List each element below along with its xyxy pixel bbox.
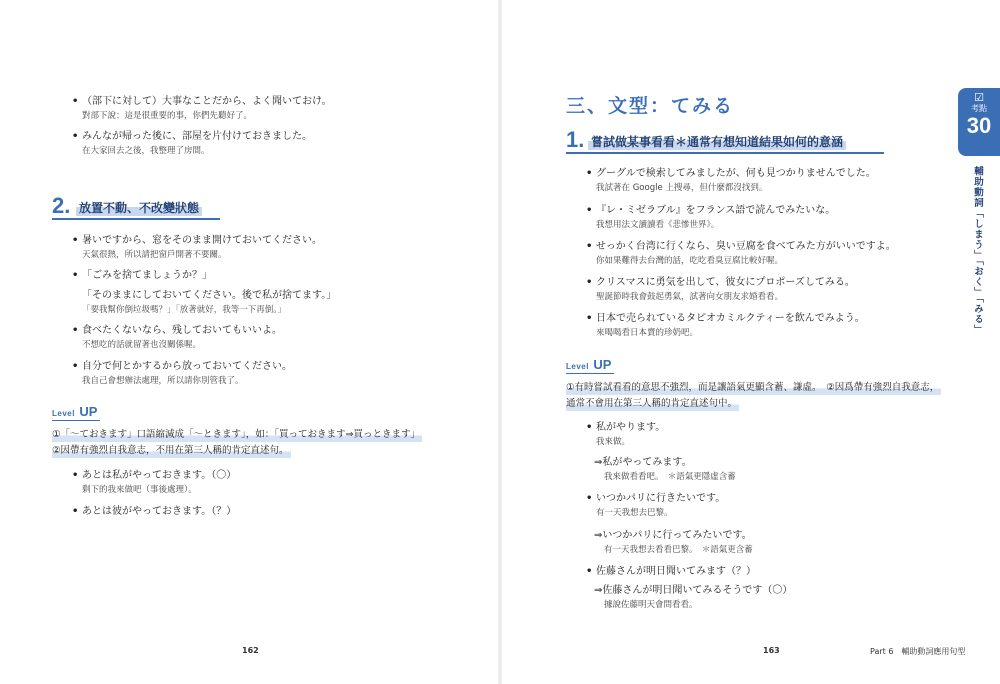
section-number: 1.: [566, 127, 585, 152]
bullet-icon: •: [72, 131, 79, 142]
right-lv-example-2-arrow-translation: 有一天我想去看看巴黎。 ＊語氣更含蓄: [604, 545, 753, 555]
left-lv-example-2: • あとは彼がやっておきます。（？）: [72, 506, 237, 517]
bullet-icon: •: [586, 168, 593, 179]
level-up-note-1: ①「～ておきます」口語縮減成「～ときます」，如：「買っておきます⇒買っときます」: [52, 429, 420, 440]
left-item-2: • みんなが帰った後に、部屋を片付けておきました。: [72, 131, 312, 142]
section-number: 2.: [52, 193, 71, 218]
left-s2-item-1: • 暑いですから、窓をそのまま開けておいてください。: [72, 235, 322, 246]
bullet-icon: •: [586, 205, 593, 216]
bullet-icon: •: [72, 270, 79, 281]
left-s2-item-4: • 自分で何とかするから放っておいてください。: [72, 361, 292, 372]
right-lv-example-1-translation: 我來做。: [596, 437, 631, 447]
right-lv-example-2-arrow: ⇒いつかパリに行ってみたいです。: [594, 530, 752, 541]
tab-number: 30: [966, 113, 992, 138]
level-up-note-2: ②因帶有強烈自我意志，不用在第三人稱的肯定直述句。: [52, 445, 289, 456]
left-s2-item-2-line2: 「そのままにしておいてください。後で私が捨てます。」: [82, 290, 337, 301]
right-lv-example-1-arrow: ⇒私がやってみます。: [594, 457, 692, 468]
left-item-1: • （部下に対して）大事なことだから、よく聞いておけ。: [72, 96, 332, 107]
right-page: [500, 0, 1000, 684]
page-number-left: 162: [242, 646, 259, 655]
right-s1-item-3: • せっかく台湾に行くなら、臭い豆腐を食べてみた方がいいですよ。: [586, 241, 896, 252]
left-item-2-translation: 在大家回去之後，我整理了房間。: [82, 146, 210, 156]
side-vertical-title: 輔助動詞「しまう」「おく」「みる」: [972, 166, 983, 335]
bullet-icon: •: [586, 241, 593, 252]
right-s1-item-2-translation: 我想用法文讀讀看《悲慘世界》。: [596, 220, 720, 230]
right-lv-example-3-arrow-translation: 據說佐藤明天會問看看。: [604, 600, 698, 610]
chapter-tab: [958, 88, 1000, 156]
right-s1-item-4: • クリスマスに勇気を出して、彼女にプロポーズしてみる。: [586, 277, 855, 288]
bullet-icon: •: [72, 325, 79, 336]
right-s1-item-3-translation: 你如果難得去台灣的話，吃吃看臭豆腐比較好喔。: [596, 256, 784, 266]
right-lv-example-3: • 佐藤さんが明日聞いてみます（？）: [586, 566, 756, 577]
right-lv-example-1: • 私がやります。: [586, 422, 666, 433]
bullet-icon: •: [72, 361, 79, 372]
right-s1-item-4-translation: 聖誕節時我會鼓起勇氣，試著向女朋友求婚看看。: [596, 292, 784, 302]
bullet-icon: •: [72, 470, 79, 481]
bullet-icon: •: [586, 422, 593, 433]
chapter-heading: 三、文型：てみる: [566, 95, 735, 117]
level-up-note-2: 通常不會用在第三人稱的肯定直述句中。: [566, 398, 738, 409]
right-s1-item-1-translation: 我試著在 Google 上搜尋，但什麼都沒找到。: [596, 183, 768, 193]
page-number-right: 163: [763, 646, 780, 655]
right-lv-example-1-arrow-translation: 我來做看看吧。 ＊語氣更隱虛含蓄: [604, 472, 736, 482]
level-up-badge: Level UP: [566, 357, 612, 372]
bullet-icon: •: [72, 96, 79, 107]
tab-label: 考點: [971, 104, 987, 113]
left-lv-example-1: • あとは私がやっておきます。（〇）: [72, 470, 237, 481]
left-s2-item-3: • 食べたくないなら、残しておいてもいいよ。: [72, 325, 282, 336]
level-up-note-1: ①有時嘗試看看的意思不強烈，而是讓語氣更顯含蓄、謙虛。 ②因爲帶有強烈自我意志，: [566, 382, 940, 393]
bullet-icon: •: [72, 506, 79, 517]
bullet-icon: •: [586, 313, 593, 324]
checkbox-icon: ☑: [974, 91, 984, 104]
section-underline: [52, 218, 220, 220]
bullet-icon: •: [586, 493, 593, 504]
right-s1-item-1: • グーグルで検索してみましたが、何も見つかりませんでした。: [586, 168, 876, 179]
left-s2-item-4-translation: 我自己會想辦法處理，所以請你別管我了。: [82, 376, 244, 386]
right-s1-item-2: • 『レ・ミゼラブル』をフランス語で読んでみたいな。: [586, 205, 836, 216]
left-lv-example-1-translation: 剩下的我來做吧（事後處理）。: [82, 485, 197, 495]
left-item-1-translation: 對部下說：這是很重要的事，你們先聽好了。: [82, 111, 253, 121]
right-s1-item-5: • 日本で売られているタピオカミルクティーを飲んでみよう。: [586, 313, 865, 324]
bullet-icon: •: [72, 235, 79, 246]
right-lv-example-2: • いつかパリに行きたいです。: [586, 493, 726, 504]
left-s2-item-2: • 「ごみを捨てましょうか？」: [72, 270, 212, 281]
level-up-underline: [566, 373, 614, 374]
left-s2-item-3-translation: 不想吃的話就留著也沒關係喔。: [82, 340, 202, 350]
right-s1-item-5-translation: 來喝喝看日本賣的珍奶吧。: [596, 328, 699, 338]
level-up-underline: [52, 420, 100, 421]
section-underline: [566, 152, 884, 154]
bullet-icon: •: [586, 566, 593, 577]
level-up-badge: Level UP: [52, 404, 98, 419]
left-s2-item-2-translation: 「要我幫你倒垃圾嗎？」「放著就好，我等一下再倒。」: [82, 305, 287, 315]
bullet-icon: •: [586, 277, 593, 288]
section-title: 放置不動、不改變狀態: [76, 200, 202, 216]
footer-part-label: Part 6 輔助動詞應用句型: [870, 647, 966, 656]
right-lv-example-2-translation: 有一天我想去巴黎。: [596, 508, 673, 518]
left-s2-item-1-translation: 天氣很熱，所以請把窗戶開著不要關。: [82, 250, 227, 260]
right-lv-example-3-arrow: ⇒佐藤さんが明日聞いてみるそうです（〇）: [594, 585, 793, 596]
section-title: 嘗試做某事看看＊通常有想知道結果如何的意涵: [588, 134, 846, 150]
